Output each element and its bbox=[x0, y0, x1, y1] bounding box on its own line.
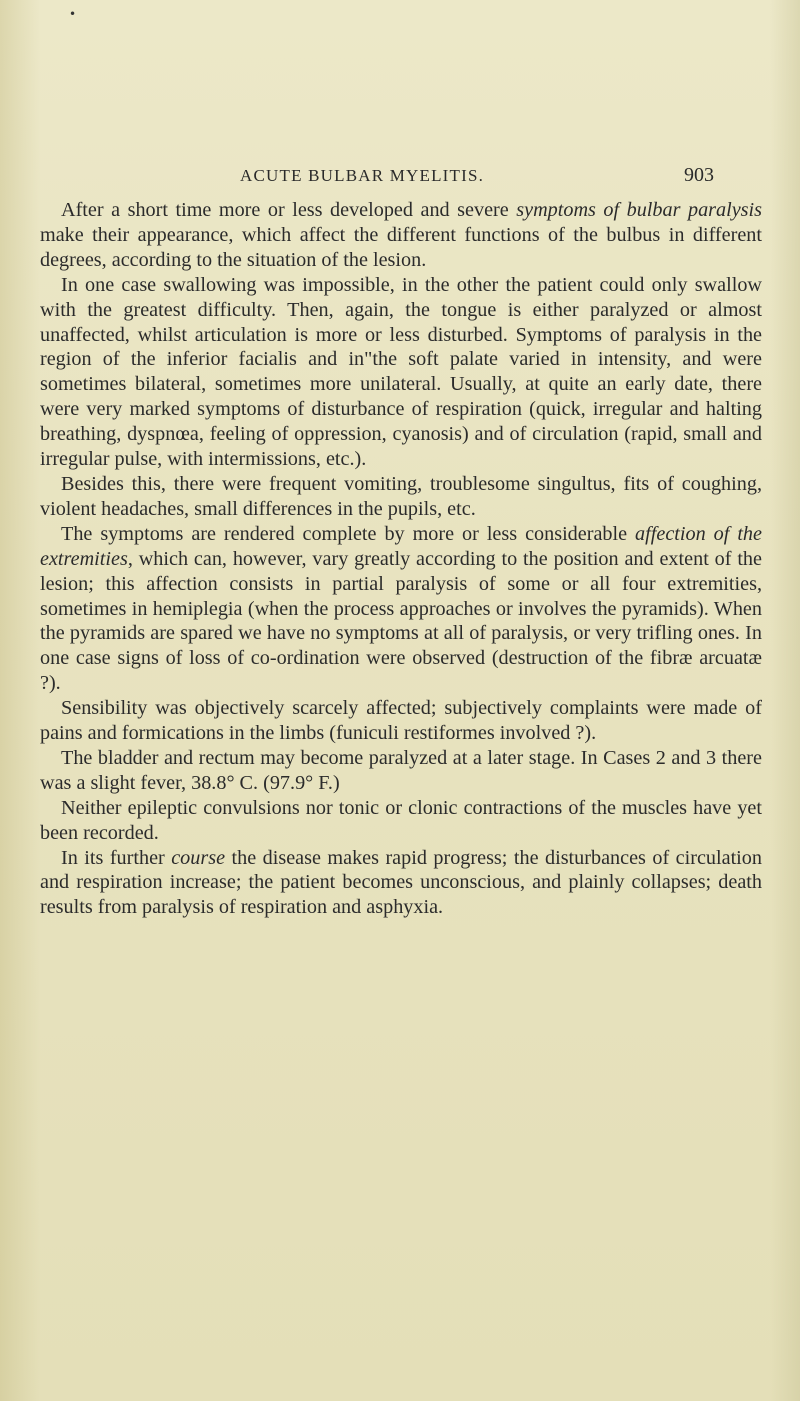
paragraph-5: Sensibility was objectively scarcely affected; subjectively complaints were made of pains and formications in the limbs (funiculi restiformes involved ?). bbox=[40, 697, 762, 745]
paragraph-8-text-c: the disease makes rapid progress; the disturbances of circulation and respiration increase; the patient becomes unconscious, and plainly collapses; death results from paralysis of respiration and asphyxia. bbox=[40, 846, 762, 919]
paragraph-3: Besides this, there were frequent vomiting, troublesome singultus, fits of coughing, violent headaches, small differences in the pupils, etc. bbox=[40, 472, 762, 520]
paragraph-4-text-c: , which can, however, vary greatly according to the position and extent of the lesion; this affection consists in partial paralysis of some or all four extremities, sometimes in hemiplegia (when the process approaches or involves the pyramids). When the pyramids are spared we have no symptoms at all of paralysis, or very trifling ones. In one case signs of loss of co-ordination were observed (destruction of the fibræ arcuatæ ?). bbox=[40, 547, 762, 695]
paragraph-4-text-a: The symptoms are rendered complete by more or less considerable bbox=[61, 522, 636, 545]
running-head: ACUTE BULBAR MYELITIS. bbox=[240, 166, 485, 185]
paragraph-8-text-a: In its further bbox=[61, 846, 172, 869]
paragraph-8 bbox=[40, 846, 762, 921]
paragraph-1-text-a: After a short time more or less developed and severe bbox=[61, 199, 517, 221]
paragraph-7: Neither epileptic convulsions nor tonic or clonic contractions of the muscles have yet been recorded. bbox=[40, 796, 762, 844]
paragraph-8-emphasis: course bbox=[171, 846, 226, 869]
paragraph-4-emphasis: affection of the extremities bbox=[40, 522, 762, 570]
paragraph-2: In one case swallowing was impossible, in the other the patient could only swallow with the greatest difficulty. Then, again, the tongue is either paralyzed or almost unaffected, whilst articulation is more or less disturbed. Symptoms of paralysis in the region of the inferior facialis and in"the soft palate varied in intensity, and were sometimes bilateral, sometimes more unilateral. Usually, at quite an early date, there were very marked symptoms of disturbance of respiration (quick, irregular and halting breathing, dyspnœa, feeling of oppression, cyanosis) and of circulation (rapid, small and irregular pulse, with intermissions, etc.). bbox=[40, 273, 762, 471]
paragraph-1 bbox=[40, 198, 762, 273]
paragraph-6: The bladder and rectum may become paralyzed at a later stage. In Cases 2 and 3 there was a slight fever, 38.8° C. (97.9° F.) bbox=[40, 746, 762, 794]
paragraph-1-emphasis: symptoms of bulbar paralysis bbox=[516, 199, 763, 221]
corner-mark: • bbox=[69, 7, 77, 21]
page-header bbox=[40, 164, 760, 194]
paragraph-4 bbox=[40, 522, 762, 696]
page-number: 903 bbox=[684, 164, 714, 186]
paragraph-1-text-c: make their appearance, which affect the different functions of the bulbus in different degrees, according to the situation of the lesion. bbox=[40, 223, 762, 271]
body-text bbox=[40, 198, 762, 920]
